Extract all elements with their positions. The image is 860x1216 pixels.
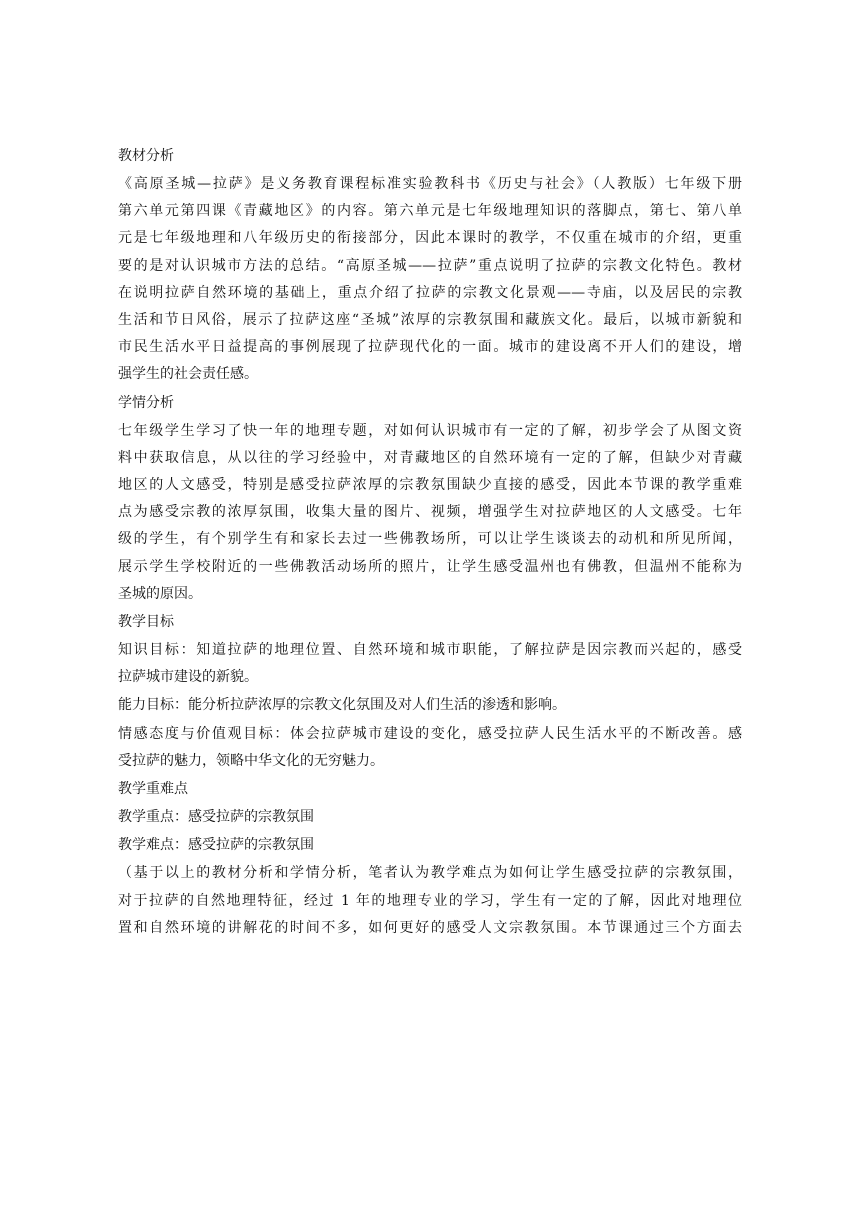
text-line: 知识目标：知道拉萨的地理位置、自然环境和城市职能，了解拉萨是因宗教而兴起的，感受 xyxy=(118,642,742,659)
text-line: 情感态度与价值观目标：体会拉萨城市建设的变化，感受拉萨人民生活水平的不断改善。感 xyxy=(118,725,742,742)
text-line: 在说明拉萨自然环境的基础上，重点介绍了拉萨的宗教文化景观——寺庙，以及居民的宗教 xyxy=(118,284,742,301)
paragraph-ability-goal xyxy=(118,692,742,719)
text-line: 七年级学生学习了快一年的地理专题，对如何认识城市有一定的了解，初步学会了从图文资 xyxy=(118,422,742,439)
text-line: （基于以上的教材分析和学情分析，笔者认为教学难点为如何让学生感受拉萨的宗教氛围， xyxy=(118,865,742,882)
text-line: 拉萨城市建设的新貌。 xyxy=(118,669,258,686)
section-heading-teaching-goals: 教学目标 xyxy=(118,614,174,631)
text-line: 受拉萨的魅力，领略中华文化的无穷魅力。 xyxy=(118,752,384,769)
section-heading-learner-analysis: 学情分析 xyxy=(118,394,174,411)
text-line: 要的是对认识城市方法的总结。“高原圣城——拉萨”重点说明了拉萨的宗教文化特色。教材 xyxy=(118,257,742,274)
text-line: 置和自然环境的讲解花的时间不多，如何更好的感受人文宗教氛围。本节课通过三个方面去 xyxy=(118,919,742,936)
text-line: 第六单元第四课《青藏地区》的内容。第六单元是七年级地理知识的落脚点，第七、第八单 xyxy=(118,203,742,220)
text-line: 能力目标：能分析拉萨浓厚的宗教文化氛围及对人们生活的渗透和影响。 xyxy=(118,697,566,714)
text-line: 生活和节日风俗，展示了拉萨这座“圣城”浓厚的宗教氛围和藏族文化。最后，以城市新貌和 xyxy=(118,312,742,329)
text-line: 点为感受宗教的浓厚氛围，收集大量的图片、视频，增强学生对拉萨地区的人文感受。七年 xyxy=(118,504,742,521)
text-line: 对于拉萨的自然地理特征，经过 1 年的地理专业的学习，学生有一定的了解，因此对地理位 xyxy=(118,892,742,909)
paragraph-note xyxy=(118,860,742,942)
text-line: 料中获取信息，从以往的学习经验中，对青藏地区的自然环境有一定的了解，但缺少对青藏 xyxy=(118,449,742,466)
paragraph-knowledge-goal xyxy=(118,637,742,691)
text-line: 圣城的原因。 xyxy=(118,585,202,602)
text-line: 地区的人文感受，特别是感受拉萨浓厚的宗教氛围缺少直接的感受，因此本节课的教学重难 xyxy=(118,477,742,494)
text-line: 展示学生学校附近的一些佛教活动场所的照片，让学生感受温州也有佛教，但温州不能称为 xyxy=(118,558,742,575)
paragraph-difficult-point xyxy=(118,832,742,859)
paragraph-emotion-goal xyxy=(118,721,742,775)
text-line: 《高原圣城—拉萨》是义务教育课程标准实验教科书《历史与社会》（人教版）七年级下册 xyxy=(118,176,742,192)
text-line: 强学生的社会责任感。 xyxy=(118,366,258,383)
text-line: 教学重点：感受拉萨的宗教氛围 xyxy=(118,809,314,826)
text-line: 市民生活水平日益提高的事例展现了拉萨现代化的一面。城市的建设离不开人们的建设，增 xyxy=(118,339,742,356)
section-heading-key-points: 教学重难点 xyxy=(118,781,188,798)
text-line: 教学难点：感受拉萨的宗教氛围 xyxy=(118,837,314,854)
text-line: 元是七年级地理和八年级历史的衔接部分，因此本课时的教学，不仅重在城市的介绍，更重 xyxy=(118,230,742,247)
text-line: 级的学生，有个别学生有和家长去过一些佛教场所，可以让学生谈谈去的动机和所见所闻， xyxy=(118,531,742,548)
document-page xyxy=(118,143,742,943)
paragraph-learner-analysis xyxy=(118,418,742,608)
paragraph-textbook-analysis xyxy=(118,171,742,389)
paragraph-key-point xyxy=(118,804,742,831)
section-heading-textbook-analysis: 教材分析 xyxy=(118,148,174,164)
